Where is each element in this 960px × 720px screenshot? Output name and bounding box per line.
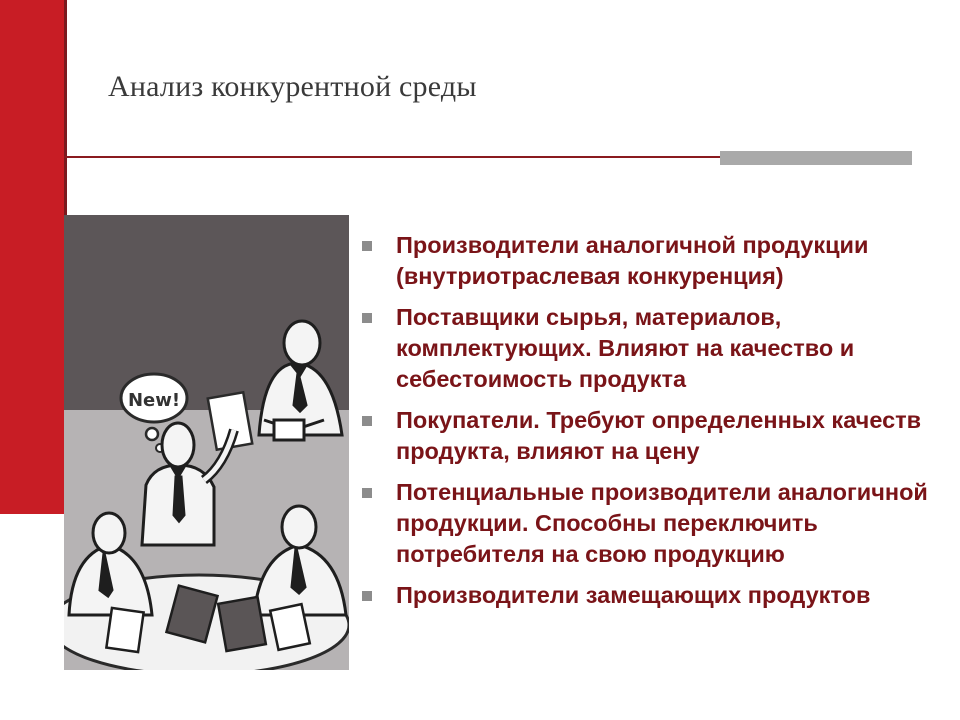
bullet-text: Покупатели. Требуют определенных качеств продукта, влияют на цену <box>396 407 922 464</box>
speech-bubble-text: New! <box>127 390 181 411</box>
bullet-text: Производители замещающих продуктов <box>396 582 871 608</box>
meeting-illustration <box>64 215 349 670</box>
bullet-text: Поставщики сырья, материалов, комплектующих. Влияют на качество и себестоимость продукта <box>396 304 855 392</box>
bullet-square-icon <box>362 488 372 498</box>
bullet-square-icon <box>362 241 372 251</box>
bullet-item <box>362 230 952 292</box>
bullet-item <box>362 302 952 395</box>
bullet-text: Производители аналогичной продукции (внутриотраслевая конкуренция) <box>396 232 869 289</box>
slide-title: Анализ конкурентной среды <box>108 70 477 103</box>
bullet-text: Потенциальные производители аналогичной продукции. Способны переключить потребителя на свою продукцию <box>396 479 928 567</box>
bullet-item <box>362 405 952 467</box>
bullet-square-icon <box>362 591 372 601</box>
bullet-square-icon <box>362 416 372 426</box>
left-accent-bar <box>0 0 64 514</box>
bullet-item <box>362 477 952 570</box>
bullet-square-icon <box>362 313 372 323</box>
title-divider-accent <box>720 151 912 165</box>
bullet-list <box>362 230 952 621</box>
bullet-item <box>362 580 952 611</box>
